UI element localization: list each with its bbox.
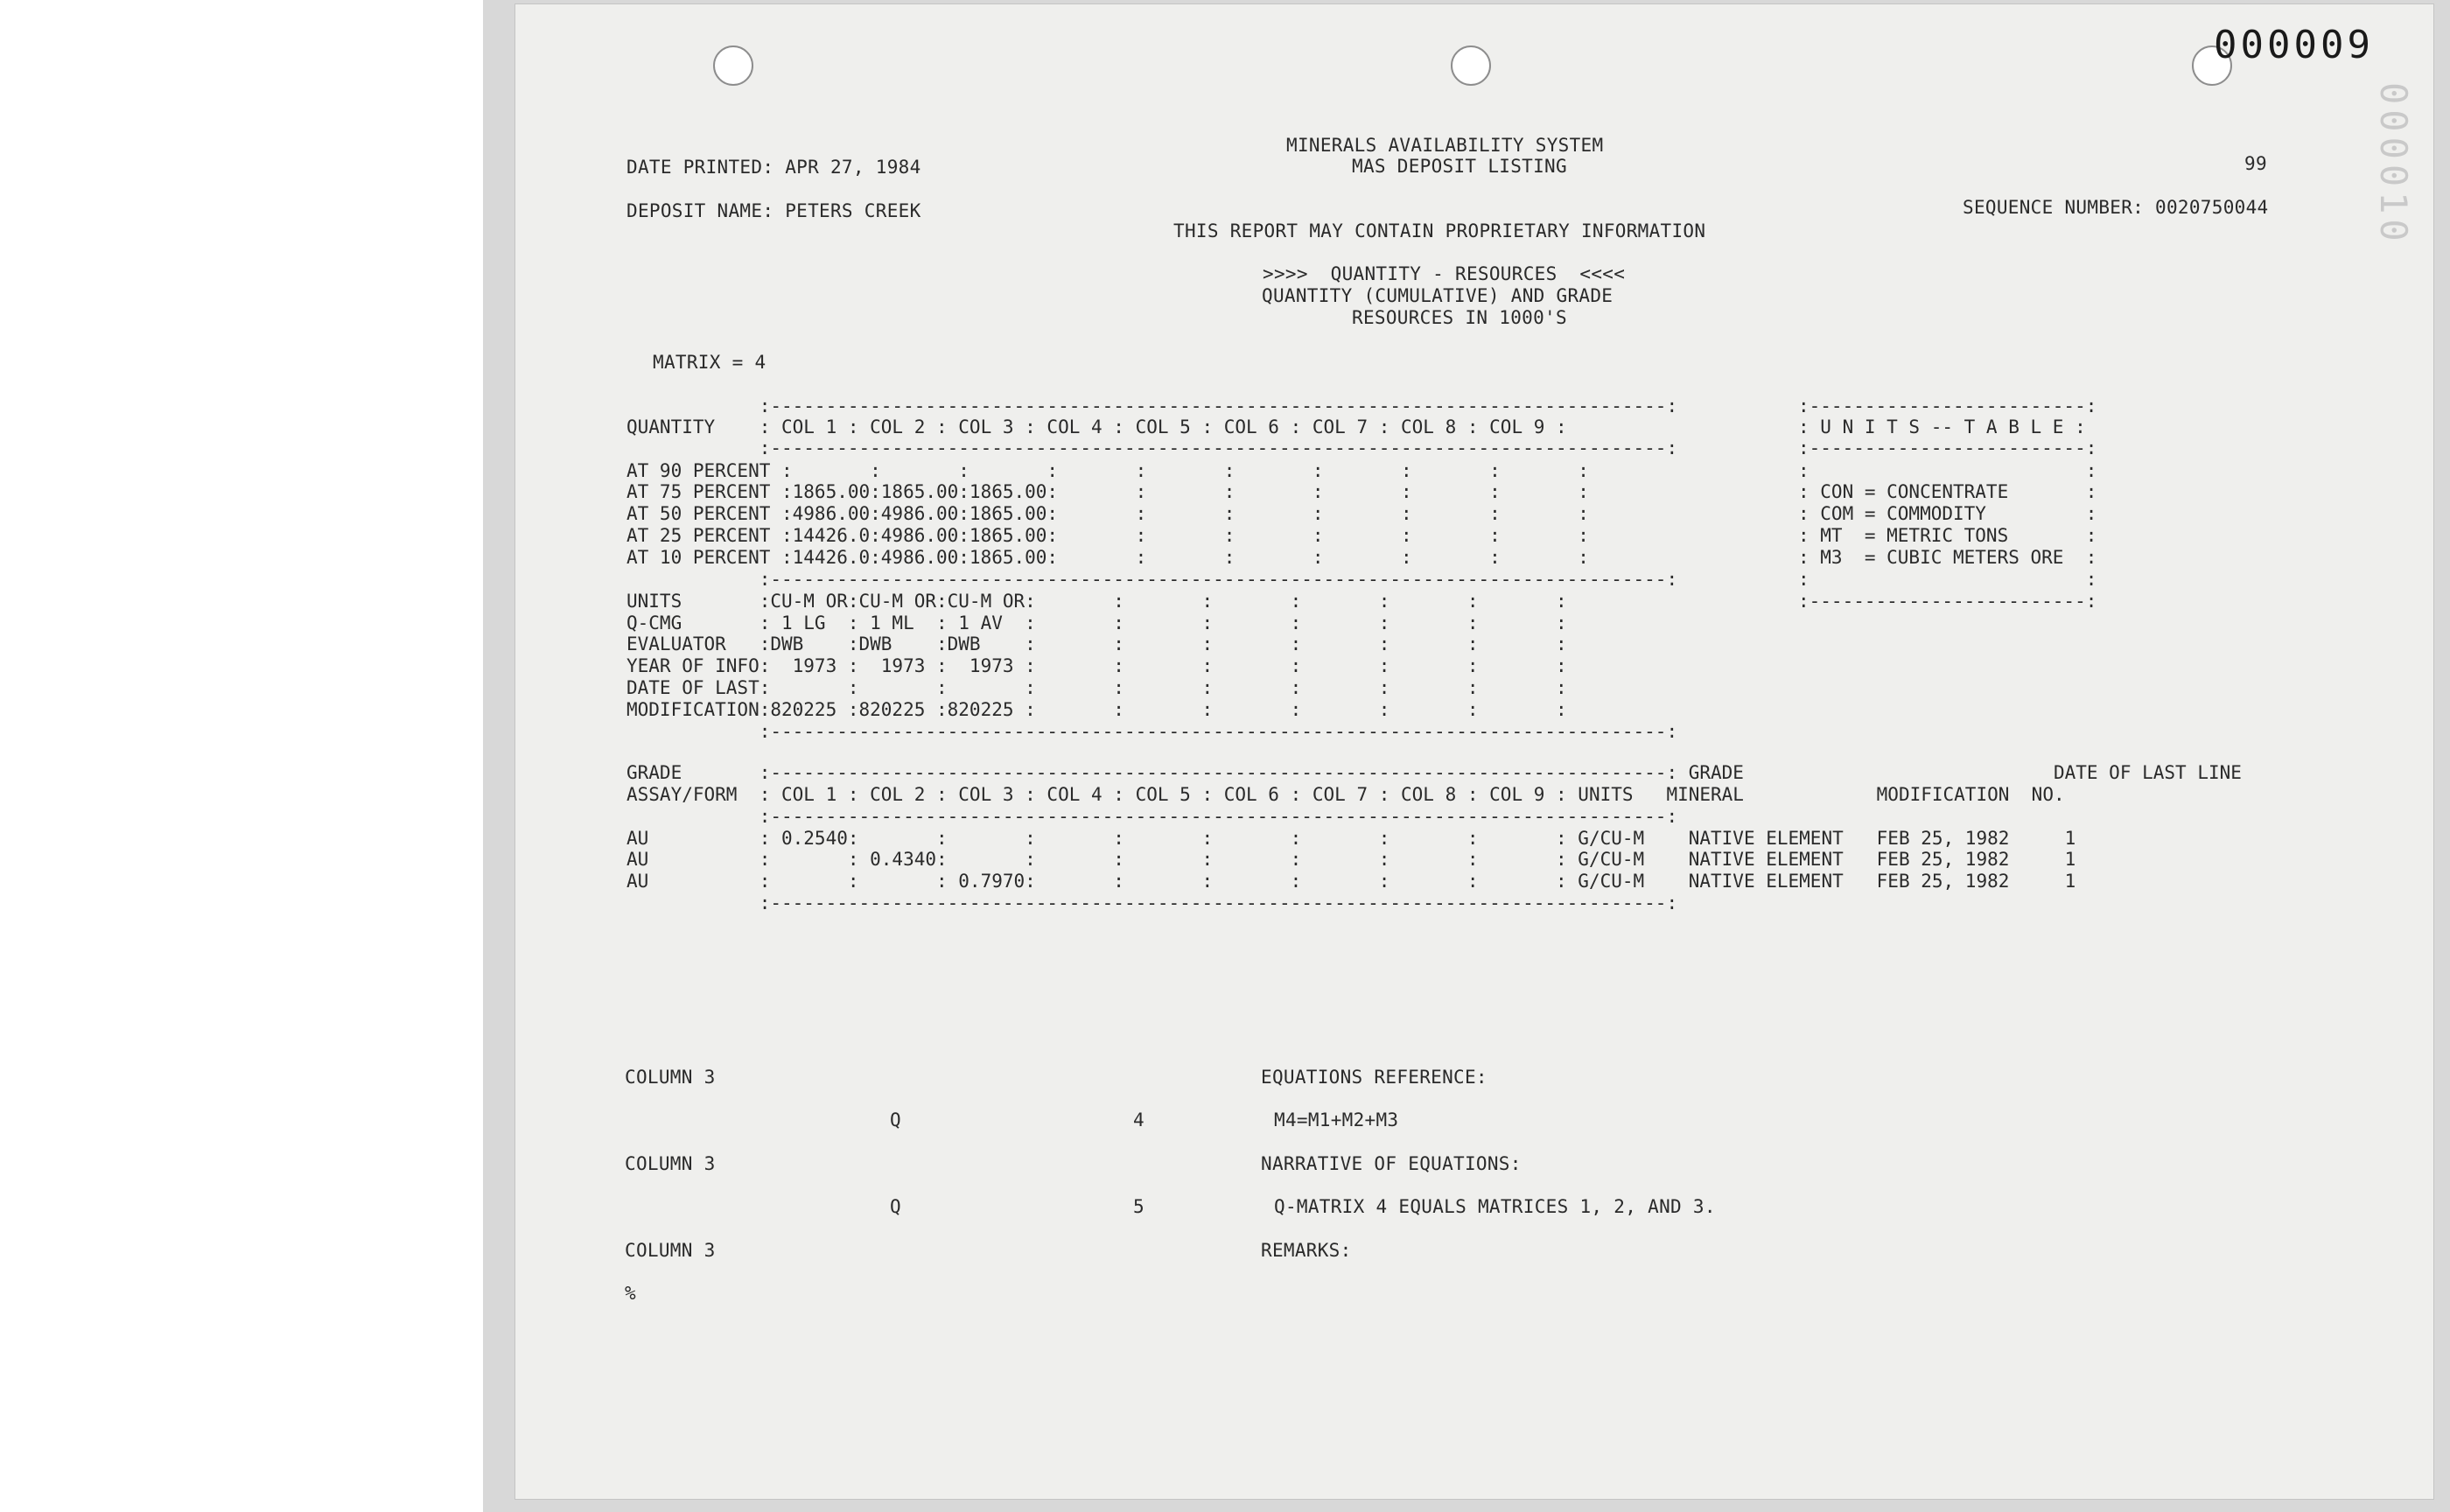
grade-table-line: AU : 0.2540: : : : : : : : : G/CU-M NATIVE ELEMENT FEB 25, 1982 1 [626,828,2076,849]
page-number: 99 [2244,153,2267,174]
quantity-table-line: :---------------------------------------------------------------------------------: [626,721,1678,742]
grade-table-line: :---------------------------------------------------------------------------------: [626,892,1678,914]
punch-hole-center [1451,46,1491,86]
narrative-label: NARRATIVE OF EQUATIONS: [1261,1153,1522,1174]
quantity-table-line: MODIFICATION:820225 :820225 :820225 : : : : : : : [626,699,1567,720]
quantity-table-line: :---------------------------------------------------------------------------------: [626,438,1678,458]
column-3-label: COLUMN 3 [625,1067,716,1088]
units-table-line: : : [1798,460,2097,481]
narrative-line-number: 5 [1133,1196,1144,1217]
equation-q-label: Q [890,1110,901,1130]
units-table-line: :-------------------------: [1798,396,2097,416]
quantity-table-line: EVALUATOR :DWB :DWB :DWB : : : : : : : [626,634,1567,654]
side-stamp-number: 000010 [2372,82,2415,247]
quantity-table-line: UNITS :CU-M OR:CU-M OR:CU-M OR: : : : : : : [626,591,1567,612]
quantity-table-line: QUANTITY : COL 1 : COL 2 : COL 3 : COL 4 : COL 5 : COL 6 : COL 7 : COL 8 : COL 9 : [626,416,1567,438]
units-table-line: : CON = CONCENTRATE : [1798,481,2097,502]
units-table-line: : MT = METRIC TONS : [1798,525,2097,546]
quantity-table-line: Q-CMG : 1 LG : 1 ML : 1 AV : : : : : : : [626,612,1567,634]
proprietary-notice: THIS REPORT MAY CONTAIN PROPRIETARY INFORMATION [1173,220,1706,242]
quantity-table-line: AT 10 PERCENT :14426.0:4986.00:1865.00: : : : : : : [626,547,1589,568]
remarks-label: REMARKS: [1261,1240,1352,1261]
narrative-q-label: Q [890,1196,901,1217]
quantity-table-line: AT 75 PERCENT :1865.00:1865.00:1865.00: : : : : : : [626,481,1589,502]
equation-line-number: 4 [1133,1110,1144,1130]
sequence-number: SEQUENCE NUMBER: 0020750044 [1963,197,2269,218]
units-table-line: :-------------------------: [1798,591,2097,612]
punch-hole-left [713,46,753,86]
system-title: MINERALS AVAILABILITY SYSTEM [1286,135,1604,156]
grade-table-line: GRADE :---------------------------------------------------------------------------------: GRADE DATE OF LAST LINE [626,762,2242,783]
grade-table-line: AU : : : 0.7970: : : : : : : G/CU-M NATIVE ELEMENT FEB 25, 1982 1 [626,871,2076,892]
matrix-label: MATRIX = 4 [653,352,766,373]
units-table-line: : COM = COMMODITY : [1798,503,2097,524]
units-table-line: :-------------------------: [1798,438,2097,458]
quantity-table-line: DATE OF LAST: : : : : : : : : : [626,677,1567,698]
narrative-text: Q-MATRIX 4 EQUALS MATRICES 1, 2, AND 3. [1274,1196,1716,1217]
quantity-table-line: YEAR OF INFO: 1973 : 1973 : 1973 : : : : : : : [626,655,1567,676]
deposit-name: DEPOSIT NAME: PETERS CREEK [626,200,921,221]
quantity-table-line: AT 50 PERCENT :4986.00:4986.00:1865.00: : : : : : : [626,503,1589,524]
quantity-table-line: :---------------------------------------------------------------------------------: [626,569,1678,590]
column-3-label: COLUMN 3 [625,1153,716,1174]
section-subtitle-2: RESOURCES IN 1000'S [1352,307,1567,328]
units-table-line: : U N I T S -- T A B L E : [1798,416,2086,438]
grade-table-line: :---------------------------------------------------------------------------------: [626,806,1678,827]
percent-marker: % [625,1283,636,1304]
column-3-label: COLUMN 3 [625,1240,716,1261]
units-table-line: : M3 = CUBIC METERS ORE : [1798,547,2097,568]
grade-table-line: AU : : 0.4340: : : : : : : : G/CU-M NATIVE ELEMENT FEB 25, 1982 1 [626,849,2076,870]
date-printed: DATE PRINTED: APR 27, 1984 [626,157,921,178]
equations-reference-label: EQUATIONS REFERENCE: [1261,1067,1488,1088]
units-table-line: : : [1798,569,2097,590]
listing-title: MAS DEPOSIT LISTING [1352,156,1567,177]
grade-table-line: ASSAY/FORM : COL 1 : COL 2 : COL 3 : COL 4 : COL 5 : COL 6 : COL 7 : COL 8 : COL 9 : UNITS MINERAL MODIFICATION NO. [626,784,2065,805]
section-title: >>>> QUANTITY - RESOURCES <<<< [1263,263,1626,284]
stamp-number: 000009 [2214,23,2374,67]
equation-text: M4=M1+M2+M3 [1274,1110,1399,1130]
section-subtitle-1: QUANTITY (CUMULATIVE) AND GRADE [1262,285,1614,306]
quantity-table-line: AT 90 PERCENT : : : : : : : : : : [626,460,1589,481]
quantity-table-line: AT 25 PERCENT :14426.0:4986.00:1865.00: : : : : : : [626,525,1589,546]
quantity-table-line: :---------------------------------------------------------------------------------: [626,396,1678,416]
